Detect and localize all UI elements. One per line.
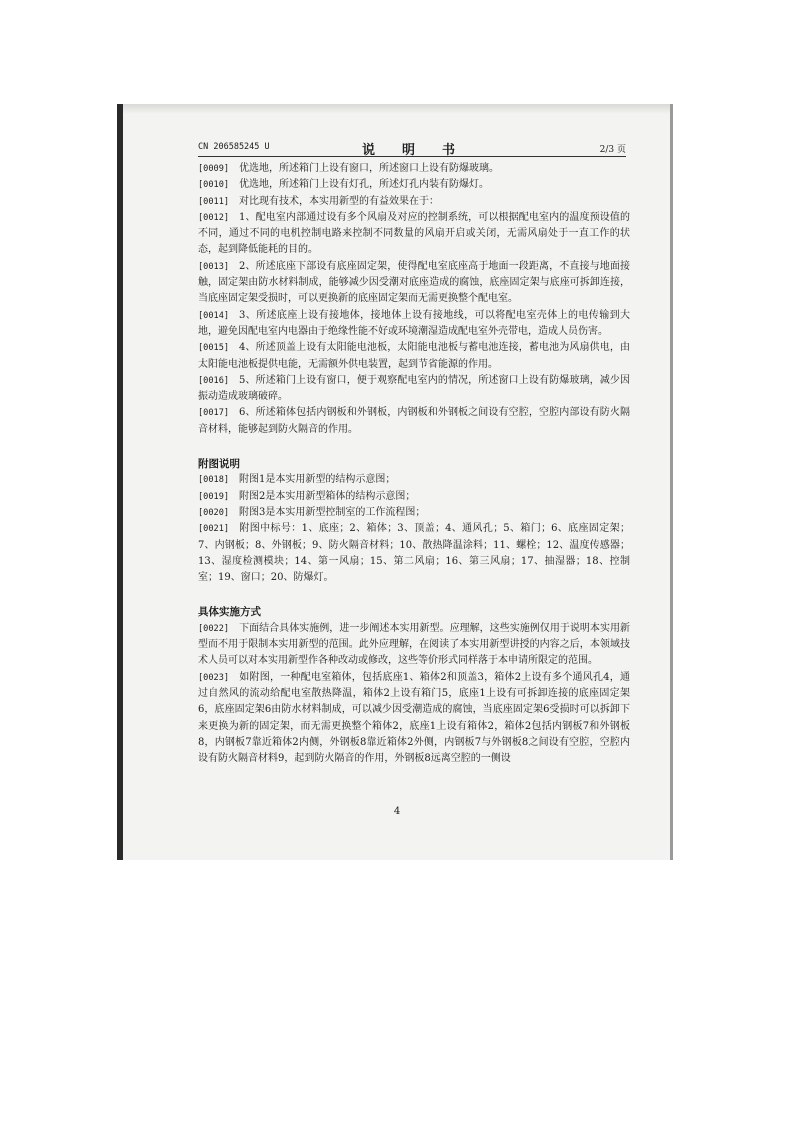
- paragraph-number: [0009]: [198, 164, 230, 174]
- paragraph-0016: [198, 373, 630, 406]
- paragraph-0023: [198, 670, 630, 768]
- paragraph-number: [0011]: [198, 196, 230, 207]
- header-rule: [198, 156, 626, 157]
- document-body: [198, 161, 630, 767]
- paragraph-number: [0022]: [198, 623, 230, 634]
- paragraph-0013: [198, 259, 630, 308]
- paragraph-number: [0016]: [198, 375, 230, 386]
- paragraph-text: 1、配电室内部通过设有多个风扇及对应的控制系统，可以根据配电室内的温度预设值的不同，通过不同的电机控制电路来控制不同数量的风扇开启或关闭，无需风扇处于一直工作的状态，起到降低能耗的目的。: [198, 211, 630, 256]
- paragraph-text: 6、所述箱体包括内钢板和外钢板，内钢板和外钢板之间设有空腔，空腔内部设有防火隔音材料，能够起到防火隔音的作用。: [198, 407, 630, 435]
- section-title-figures: 附图说明: [198, 458, 240, 471]
- paragraph-0009: [198, 161, 630, 177]
- paragraph-number: [0012]: [198, 212, 230, 223]
- paragraph-text: 下面结合具体实施例，进一步阐述本实用新型。应理解，这些实施例仅用于说明本实用新型而不用于限制本实用新型的范围。此外应理解，在阅读了本实用新型讲授的内容之后，本领域技术人员可以对本实用新型作各种改动或修改，这些等价形式同样落于本申请所限定的范围。: [198, 622, 630, 667]
- paragraph-text: 附图中标号：1、底座；2、箱体；3、顶盖；4、通风孔；5、箱门；6、底座固定架；7、内钢板；8、外钢板；9、防火隔音材料；10、散热降温涂料；11、螺栓；12、温度传感器；13、湿度检测模块；14、第一风扇；15、第二风扇；16、第三风扇；17、抽湿器；18、控制室；19、窗口；20、防爆灯。: [198, 523, 630, 584]
- paragraph-number: [0018]: [198, 475, 230, 486]
- doc-number: CN 206585245 U: [198, 142, 270, 152]
- paragraph-text: 4、所述顶盖上设有太阳能电池板，太阳能电池板与蓄电池连接，蓄电池为风扇供电，由太阳能电池板提供电能，无需额外供电装置，起到节省能源的作用。: [198, 342, 630, 370]
- section-embodiment: [198, 604, 630, 767]
- paragraph-text: 2、所述底座下部设有底座固定架，使得配电室底座高于地面一段距离，不直接与地面接触，固定架由防水材料制成，能够减少因受潮对底座造成的腐蚀，底座固定架与底座可拆卸连接，当底座固定架受损时，可以更换新的底座固定架而无需更换整个配电室。: [198, 260, 630, 305]
- paragraph-number: [0020]: [198, 507, 230, 518]
- paragraphs-top: [198, 161, 630, 438]
- paragraph-text: 5、所述箱门上设有窗口，便于观察配电室内的情况，所述窗口上设有防爆玻璃，减少因振动造成玻璃破碎。: [198, 374, 630, 403]
- paragraph-0019: [198, 489, 630, 505]
- paragraph-number: [0021]: [198, 524, 230, 535]
- page-number: 4: [393, 806, 401, 817]
- section-title-embodiment: 具体实施方式: [198, 606, 261, 619]
- paragraph-text: 优选地，所述箱门上设有灯孔，所述灯孔内装有防爆灯。: [239, 179, 490, 191]
- paragraph-text: 对比现有技术，本实用新型的有益效果在于：: [239, 195, 440, 207]
- paragraph-0018: [198, 472, 630, 488]
- paragraph-number: [0023]: [198, 672, 230, 683]
- paragraph-0011: [198, 194, 630, 210]
- paragraph-0020: [198, 505, 630, 521]
- paragraph-number: [0015]: [198, 343, 230, 354]
- paragraph-0022: [198, 621, 630, 670]
- paragraph-0010: [198, 177, 630, 193]
- paragraph-text: 3、所述底座上设有接地体，接地体上设有接地线，可以将配电室壳体上的电传输到大地，避免因配电室内电器由于绝缘性能不好或环境潮湿造成配电室外壳带电，造成人员伤害。: [198, 309, 630, 337]
- page-indicator: 2/3 页: [599, 145, 626, 155]
- paragraph-number: [0014]: [198, 310, 230, 321]
- paragraph-text: 优选地，所述箱门上设有窗口，所述窗口上设有防爆玻璃。: [239, 163, 500, 174]
- paragraph-number: [0010]: [198, 180, 230, 191]
- paragraph-number: [0013]: [198, 261, 230, 272]
- paragraph-text: 附图3是本实用新型控制室的工作流程图；: [239, 506, 426, 518]
- doc-title: 说 明 书: [361, 143, 462, 158]
- paragraph-number: [0017]: [198, 408, 230, 419]
- paragraph-text: 附图2是本实用新型箱体的结构示意图；: [239, 490, 416, 502]
- paragraph-0015: [198, 340, 630, 373]
- section-figures: [198, 456, 630, 586]
- page-header: [198, 139, 626, 158]
- scan-shadow: [123, 104, 670, 114]
- paragraph-0014: [198, 308, 630, 341]
- paragraph-text: 附图1是本实用新型的结构示意图；: [239, 474, 396, 486]
- paragraph-number: [0019]: [198, 491, 230, 502]
- paragraph-0021: [198, 521, 630, 586]
- paragraph-text: 如附图，一种配电室箱体，包括底座1、箱体2和顶盖3，箱体2上设有多个通风孔4，通过自然风的流动给配电室散热降温，箱体2上设有箱门5，底座1上设有可拆卸连接的底座固定架6，底座固定架6由防水材料制成，可以减少因受潮造成的腐蚀，当底座固定架6受损时可以拆卸下来更换为新的固定架，而无需更换整个箱体2，底座1上设有箱体2，箱体2包括内钢板7和外钢板8，内钢板7靠近箱体2内侧，外钢板8靠近箱体2外侧，内钢板7与外钢板8之间设有空腔，空腔内设有防火隔音材料9，起到防火隔音的作用，外钢板8远离空腔的一侧设: [198, 671, 630, 765]
- paragraph-0017: [198, 405, 630, 438]
- paragraph-0012: [198, 210, 630, 259]
